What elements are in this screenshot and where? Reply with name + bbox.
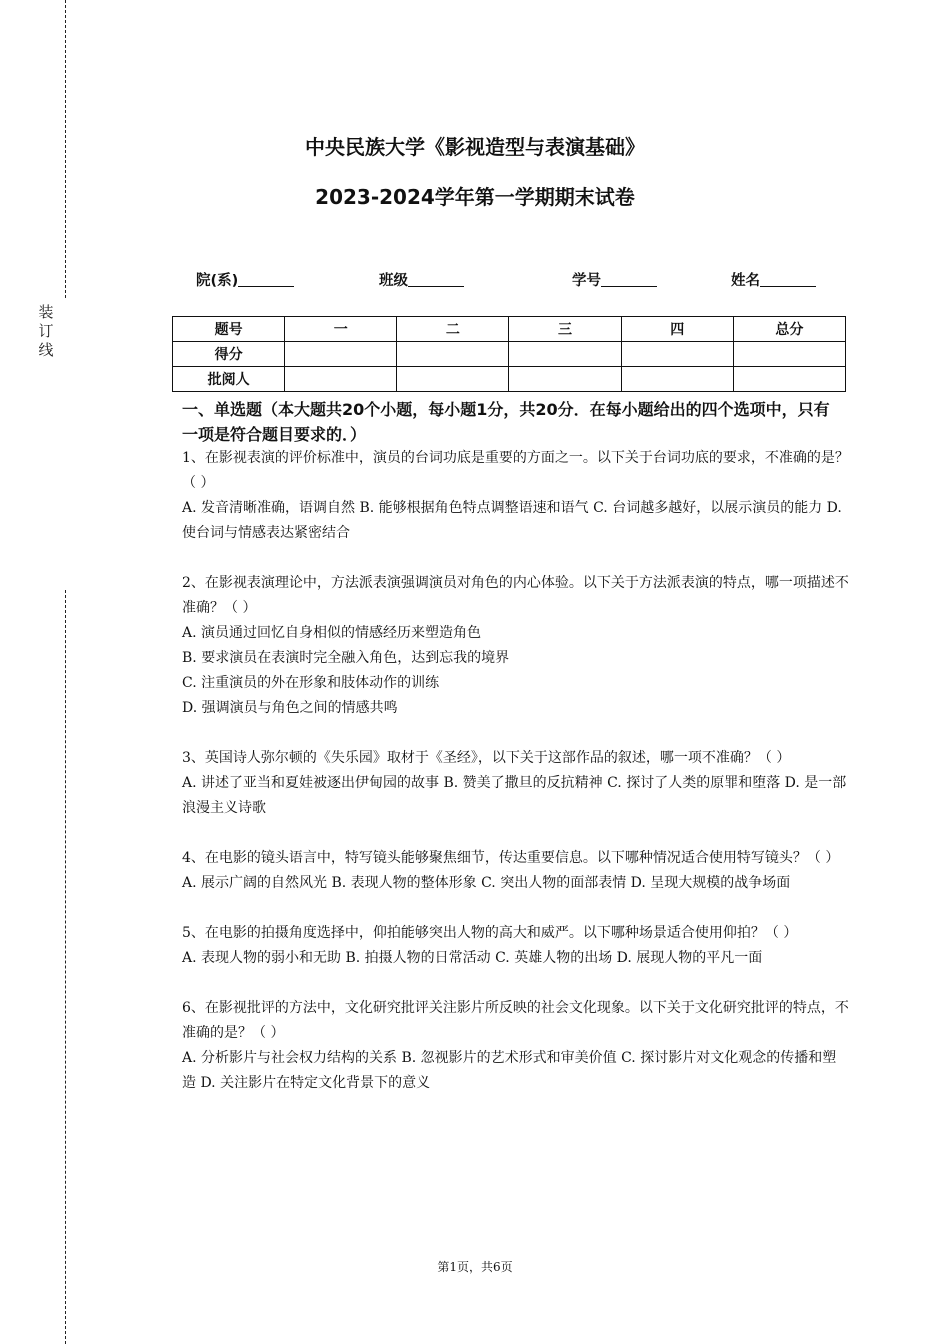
score-cell[interactable] [733,342,845,367]
student-info-row [0,269,950,293]
info-blank[interactable] [601,272,657,287]
reviewer-cell[interactable] [733,367,845,392]
reviewer-cell[interactable] [285,367,397,392]
question-stem: 3、英国诗人弥尔顿的《失乐园》取材于《圣经》，以下关于这部作品的叙述，哪一项不准确？（ ） [182,750,791,766]
score-header-cell: 题号 [173,317,285,342]
binding-label: 装订线 [38,303,54,359]
score-header-cell: 一 [285,317,397,342]
question-stem: 1、在影视表演的评价标准中，演员的台词功底是重要的方面之一。以下关于台词功底的要求，不准确的是？（ ） [182,450,849,491]
question-stem: 2、在影视表演理论中，方法派表演强调演员对角色的内心体验。以下关于方法派表演的特点，哪一项描述不准确？（ ） [182,575,849,616]
info-blank[interactable] [760,272,816,287]
question-item [182,846,850,896]
question-option: C. 注重演员的外在形象和肢体动作的训练 [182,675,440,691]
score-row-label: 批阅人 [173,367,285,392]
exam-subtitle: 2023-2024学年第一学期期末试卷 [315,185,635,209]
info-label: 班级 [379,273,408,289]
score-header-cell: 总分 [733,317,845,342]
question-options: A. 分析影片与社会权力结构的关系 B. 忽视影片的艺术形式和审美价值 C. 探讨影片对文化观念的传播和塑造 D. 关注影片在特定文化背景下的意义 [182,1050,837,1091]
info-field-student-id[interactable] [572,269,657,290]
question-options: A. 表现人物的弱小和无助 B. 拍摄人物的日常活动 C. 英雄人物的出场 D. 展现人物的平凡一面 [182,950,763,966]
score-header-cell: 四 [621,317,733,342]
question-item [182,996,850,1096]
reviewer-cell[interactable] [509,367,621,392]
info-field-class[interactable] [379,269,464,290]
info-label: 姓名 [731,273,760,289]
question-item [182,446,850,546]
question-options: A. 发音清晰准确，语调自然 B. 能够根据角色特点调整语速和语气 C. 台词越多越好，以展示演员的能力 D. 使台词与情感表达紧密结合 [182,500,842,541]
reviewer-cell[interactable] [397,367,509,392]
score-row-label: 得分 [173,342,285,367]
score-cell[interactable] [397,342,509,367]
score-header-cell: 三 [509,317,621,342]
reviewer-cell[interactable] [621,367,733,392]
info-blank[interactable] [408,272,464,287]
question-options: A. 讲述了亚当和夏娃被逐出伊甸园的故事 B. 赞美了撒旦的反抗精神 C. 探讨了人类的原罪和堕落 D. 是一部浪漫主义诗歌 [182,775,847,816]
section-heading: 一、单选题（本大题共20个小题，每小题1分，共20分．在每小题给出的四个选项中，只有一项是符合题目要求的．） [182,400,830,444]
exam-title: 中央民族大学《影视造型与表演基础》 [305,135,645,159]
info-label: 学号 [572,273,601,289]
info-field-department[interactable] [196,269,294,290]
question-option: A. 演员通过回忆自身相似的情感经历来塑造角色 [182,625,482,641]
question-item [182,571,850,721]
question-option: B. 要求演员在表演时完全融入角色，达到忘我的境界 [182,650,510,666]
question-item [182,746,850,821]
binding-line-bottom [65,590,66,1344]
question-options: A. 展示广阔的自然风光 B. 表现人物的整体形象 C. 突出人物的面部表情 D. 呈现大规模的战争场面 [182,875,791,891]
score-table-header-row [173,317,846,342]
info-label: 院(系) [196,273,239,289]
question-stem: 5、在电影的拍摄角度选择中，仰拍能够突出人物的高大和威严。以下哪种场景适合使用仰拍？（ ） [182,925,798,941]
page-number: 第1页，共6页 [437,1260,513,1274]
score-cell[interactable] [285,342,397,367]
score-table [172,316,846,392]
question-list [182,446,850,1121]
question-item [182,921,850,971]
score-cell[interactable] [509,342,621,367]
question-stem: 4、在电影的镜头语言中，特写镜头能够聚焦细节，传达重要信息。以下哪种情况适合使用特写镜头？（ ） [182,850,840,866]
info-blank[interactable] [238,272,294,287]
info-field-name[interactable] [731,269,816,290]
score-table-row [173,342,846,367]
score-header-cell: 二 [397,317,509,342]
score-table-row [173,367,846,392]
question-stem: 6、在影视批评的方法中，文化研究批评关注影片所反映的社会文化现象。以下关于文化研究批评的特点，不准确的是？（ ） [182,1000,849,1041]
score-cell[interactable] [621,342,733,367]
question-option: D. 强调演员与角色之间的情感共鸣 [182,700,398,716]
